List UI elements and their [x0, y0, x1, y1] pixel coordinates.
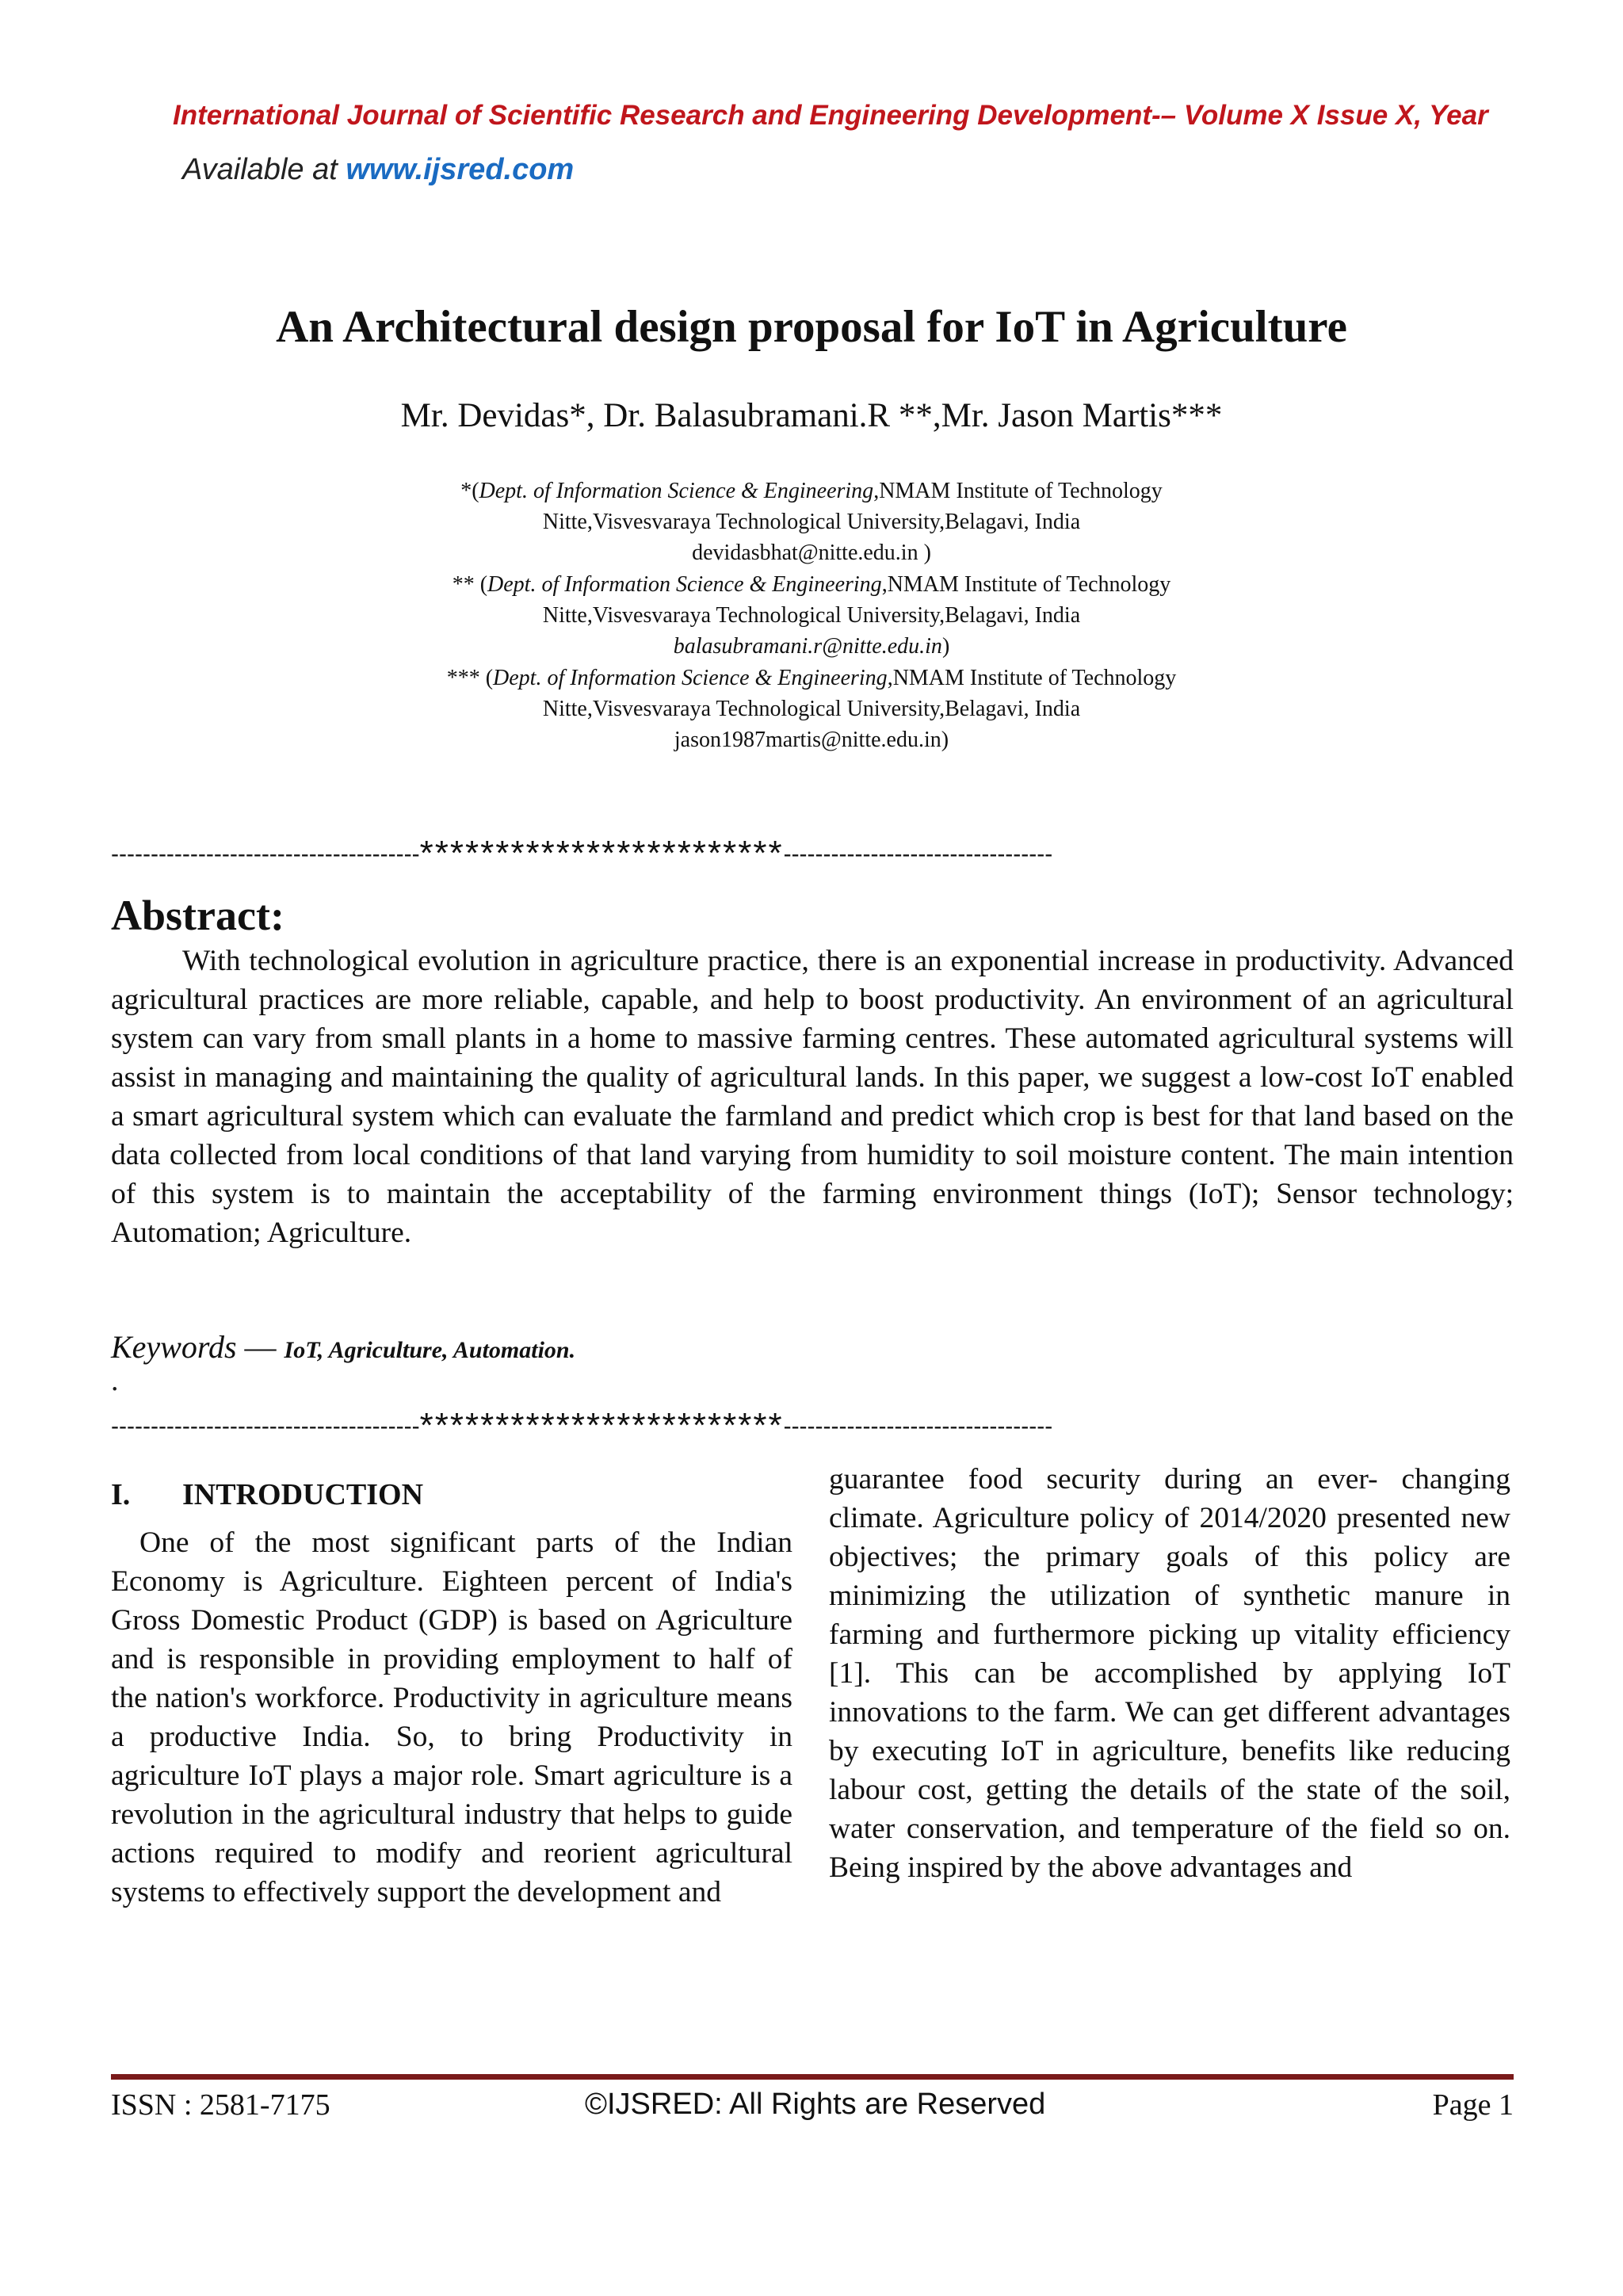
affiliation-institute: ,NMAM Institute of Technology [881, 572, 1171, 597]
keywords-values: IoT, Agriculture, Automation. [284, 1337, 576, 1363]
introduction-right-column: guarantee food security during an ever- changing climate. Agriculture policy of 2014/2020 presented new objectives; the primary goals of this policy are minimizing the utilization of synthetic manure in farming and furthermore picking up vitality efficiency [1]. This can be accomplished by applying IoT innovations to the farm. We can get different advantages by executing IoT in agriculture, benefits like reducing labour cost, getting the details of the state of the soil, water conservation, and temperature of the field so on. Being inspired by the above advantages and [829, 1463, 1510, 1884]
affiliation-institute: ,NMAM Institute of Technology [873, 479, 1163, 503]
affiliation-marker: ** ( [452, 572, 488, 597]
introduction-left-column: One of the most significant parts of the Indian Economy is Agriculture. Eighteen percent of India's Gross Domestic Product (GDP) is based on Agriculture and is responsible in providing employment to half of the nation's workforce. Productivity in agriculture means a productive India. So, to bring Productivity in agriculture IoT plays a major role. Smart agriculture is a revolution in the agricultural industry that helps to guide actions required to modify and reorient agricultural systems to effectively support the development and [111, 1526, 792, 1908]
abstract-heading: Abstract: [111, 892, 285, 939]
footer-page-number: Page 1 [1432, 2088, 1514, 2122]
introduction-heading [111, 1477, 423, 1512]
keywords-label: Keywords [111, 1329, 237, 1365]
separator-dashes-right: ---------------------------------- [783, 841, 1053, 867]
section-number: I. [111, 1478, 131, 1511]
affiliation-email-tail: ) [941, 634, 950, 659]
author-list: Mr. Devidas*, Dr. Balasubramani.R **,Mr. Jason Martis*** [400, 397, 1223, 434]
journal-header: International Journal of Scientific Research and Engineering Development-– Volume X Issue X, Year [173, 100, 1488, 131]
separator-stars: ************************ [419, 1406, 784, 1445]
separator-dashes-left: --------------------------------------- [111, 1413, 420, 1439]
section-separator [111, 1406, 1514, 1446]
affiliation-3 [0, 663, 1623, 755]
affiliation-marker: *( [460, 479, 479, 503]
affiliation-email: balasubramani.r@nitte.edu.in [673, 634, 942, 659]
availability-line [182, 153, 574, 187]
abstract-text: With technological evolution in agriculture practice, there is an exponential increase in productivity. Advanced agricultural practices are more reliable, capable, and help to boost productivity. An environment of an agricultural system can vary from small plants in a home to massive farming centres. These automated agricultural systems will assist in managing and maintaining the quality of agricultural lands. In this paper, we suggest a low-cost IoT enabled a smart agricultural system which can evaluate the farmland and predict which crop is best for that land based on the data collected from local conditions of that land varying from humidity to soil moisture content. The main intention of this system is to maintain the acceptability of the farming environment things (IoT); Sensor technology; Automation; Agriculture. [111, 945, 1514, 1249]
affiliation-1 [0, 476, 1623, 568]
footer-issn: ISSN : 2581-7175 [111, 2088, 330, 2122]
footer-copyright: ©IJSRED: All Rights are Reserved [585, 2088, 1046, 2121]
section-separator [111, 834, 1514, 873]
keywords-line [111, 1328, 575, 1366]
keywords-dash: — [236, 1329, 285, 1365]
affiliation-dept: Dept. of Information Science & Engineering [493, 666, 888, 690]
keywords-dot: . [111, 1364, 119, 1397]
section-title: INTRODUCTION [182, 1478, 424, 1511]
affiliation-university: Nitte,Visvesvaraya Technological University,Belagavi, India [542, 697, 1081, 721]
separator-dashes-right: ---------------------------------- [783, 1413, 1053, 1439]
affiliation-university: Nitte,Visvesvaraya Technological University,Belagavi, India [542, 510, 1081, 534]
affiliation-email: jason1987martis@nitte.edu.in) [674, 728, 949, 752]
footer-rule [111, 2074, 1514, 2080]
affiliation-2 [0, 569, 1623, 662]
journal-website-link[interactable]: www.ijsred.com [346, 153, 575, 186]
separator-dashes-left: --------------------------------------- [111, 841, 420, 867]
paper-title: An Architectural design proposal for IoT in Agriculture [276, 302, 1347, 352]
affiliation-marker: *** ( [446, 666, 494, 690]
affiliation-email: devidasbhat@nitte.edu.in ) [692, 541, 931, 565]
affiliation-institute: ,NMAM Institute of Technology [887, 666, 1177, 690]
affiliation-university: Nitte,Visvesvaraya Technological University,Belagavi, India [542, 603, 1081, 628]
affiliation-dept: Dept. of Information Science & Engineering [479, 479, 874, 503]
separator-stars: ************************ [419, 834, 784, 873]
availability-prefix: Available at [182, 153, 346, 186]
affiliation-dept: Dept. of Information Science & Engineering [487, 572, 882, 597]
